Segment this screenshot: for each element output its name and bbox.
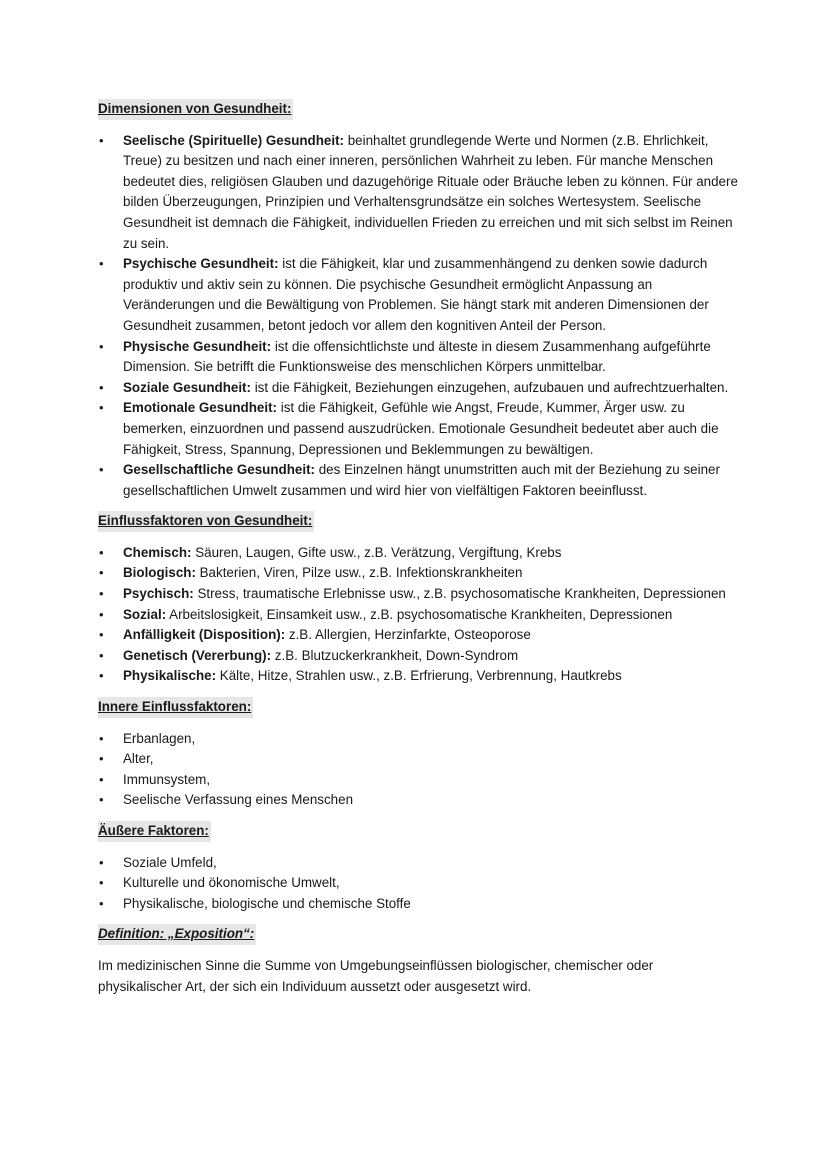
- bullet-icon: •: [99, 627, 104, 643]
- section-heading: Einflussfaktoren von Gesundheit:: [98, 511, 314, 532]
- bullet-icon: •: [99, 771, 104, 787]
- item-text: Alter,: [123, 751, 154, 767]
- bullet-list: [98, 543, 738, 687]
- item-text: ist die offensichtlichste und älteste in diesem Zusammenhang aufgeführte Dimension. Sie betrifft die Funktionsweise des menschlichen Körpers unmittelbar.: [123, 338, 711, 375]
- list-item: [98, 790, 738, 811]
- item-text: z.B. Blutzuckerkrankheit, Down-Syndrom: [271, 647, 519, 663]
- item-text: Stress, traumatische Erlebnisse usw., z.B. psychosomatische Krankheiten, Depressionen: [193, 586, 726, 602]
- bullet-icon: •: [99, 792, 104, 808]
- item-text: Seelische Verfassung eines Menschen: [123, 792, 354, 808]
- section-heading: Dimensionen von Gesundheit:: [98, 99, 293, 120]
- item-term: Biologisch:: [123, 565, 196, 581]
- section-dimensionen: [98, 99, 738, 511]
- item-text: Arbeitslosigkeit, Einsamkeit usw., z.B. psychosomatische Krankheiten, Depressionen: [166, 606, 673, 622]
- list-item: [98, 543, 738, 564]
- bullet-icon: •: [99, 668, 104, 684]
- item-term: Physische Gesundheit:: [123, 338, 272, 354]
- section-aeussere-faktoren: [98, 821, 738, 924]
- item-text: z.B. Allergien, Herzinfarkte, Osteoporose: [285, 627, 531, 643]
- document-page: [98, 99, 738, 997]
- item-text: Kulturelle und ökonomische Umwelt,: [123, 875, 340, 891]
- list-item: [98, 646, 738, 667]
- item-term: Sozial:: [123, 606, 167, 622]
- item-term: Psychisch:: [123, 586, 194, 602]
- bullet-icon: •: [99, 751, 104, 767]
- definition-heading: Definition: „Exposition“:: [98, 924, 256, 945]
- item-term: Emotionale Gesundheit:: [123, 400, 278, 416]
- bullet-icon: •: [99, 647, 104, 663]
- item-term: Anfälligkeit (Disposition):: [123, 627, 286, 643]
- list-item: [98, 894, 738, 915]
- item-text: Immunsystem,: [123, 771, 211, 787]
- list-item: [98, 563, 738, 584]
- section-innere-einflussfaktoren: [98, 697, 738, 821]
- item-text: Bakterien, Viren, Pilze usw., z.B. Infektionskrankheiten: [195, 565, 523, 581]
- item-text: Kälte, Hitze, Strahlen usw., z.B. Erfrierung, Verbrennung, Hautkrebs: [216, 668, 622, 684]
- item-term: Chemisch:: [123, 544, 192, 560]
- bullet-icon: •: [99, 544, 104, 560]
- list-item: [98, 337, 738, 378]
- list-item: [98, 131, 738, 255]
- bullet-icon: •: [99, 400, 104, 416]
- list-item: [98, 749, 738, 770]
- item-term: Gesellschaftliche Gesundheit:: [123, 462, 315, 478]
- item-text: des Einzelnen hängt unumstritten auch mit der Beziehung zu seiner gesellschaftlichen Umwelt zusammen und wird hier von vielfältigen Faktoren beeinflusst.: [123, 462, 720, 498]
- bullet-list: [98, 853, 738, 915]
- bullet-icon: •: [99, 586, 104, 602]
- item-term: Psychische Gesundheit:: [123, 256, 279, 272]
- bullet-icon: •: [99, 875, 104, 891]
- section-einflussfaktoren: [98, 511, 738, 697]
- bullet-icon: •: [99, 338, 104, 354]
- bullet-icon: •: [99, 730, 104, 746]
- item-text: beinhaltet grundlegende Werte und Normen (z.B. Ehrlichkeit, Treue) zu besitzen und nach einer inneren, persönlichen Wahrheit zu leben. Für manche Menschen bedeutet dies, religiösen Glauben und dazugehörige Rituale oder Bräuche leben zu können. Für andere bilden Überzeugungen, Prinzipien und Verhaltensgrundsätze ein solches Wertesystem. Seelische Gesundheit ist demnach die Fähigkeit, individuellen Frieden zu erreichen und mit sich selbst im Reinen zu sein.: [123, 132, 738, 251]
- list-item: [98, 584, 738, 605]
- bullet-list: [98, 131, 738, 502]
- section-heading: Äußere Faktoren:: [98, 821, 211, 842]
- bullet-icon: •: [99, 565, 104, 581]
- item-term: Seelische (Spirituelle) Gesundheit:: [123, 132, 344, 148]
- list-item: [98, 625, 738, 646]
- item-term: Genetisch (Vererbung):: [123, 647, 272, 663]
- definition-text: Im medizinischen Sinne die Summe von Umgebungseinflüssen biologischer, chemischer oder physikalischer Art, der sich ein Individuum aussetzt oder ausgesetzt wird.: [98, 957, 654, 994]
- item-text: Erbanlagen,: [123, 730, 196, 746]
- item-text: ist die Fähigkeit, Beziehungen einzugehen, aufzubauen und aufrechtzuerhalten.: [250, 379, 729, 395]
- bullet-list: [98, 729, 738, 811]
- item-text: Soziale Umfeld,: [123, 854, 217, 870]
- bullet-icon: •: [99, 462, 104, 478]
- section-heading: Innere Einflussfaktoren:: [98, 697, 253, 718]
- bullet-icon: •: [99, 854, 104, 870]
- bullet-icon: •: [99, 256, 104, 272]
- list-item: [98, 853, 738, 874]
- bullet-icon: •: [99, 895, 104, 911]
- item-term: Physikalische:: [123, 668, 217, 684]
- list-item: [98, 378, 738, 399]
- bullet-icon: •: [99, 132, 104, 148]
- list-item: [98, 873, 738, 894]
- bullet-icon: •: [99, 606, 104, 622]
- list-item: [98, 460, 738, 501]
- list-item: [98, 254, 738, 336]
- item-text: ist die Fähigkeit, Gefühle wie Angst, Freude, Kummer, Ärger usw. zu bemerken, einzuordnen und passend auszudrücken. Emotionale Gesundheit bedeutet aber auch die Fähigkeit, Stress, Spannung, Depressionen und Beklemmungen zu bewältigen.: [123, 400, 719, 457]
- bullet-icon: •: [99, 379, 104, 395]
- list-item: [98, 398, 738, 460]
- item-text: Physikalische, biologische und chemische Stoffe: [123, 895, 411, 911]
- list-item: [98, 605, 738, 626]
- item-text: ist die Fähigkeit, klar und zusammenhängend zu denken sowie dadurch produktiv und aktiv sein zu können. Die psychische Gesundheit ermöglicht Anpassung an Veränderungen und die Bewältigung von Problemen. Sie hängt stark mit anderen Dimensionen der Gesundheit zusammen, betont jedoch vor allem den kognitiven Anteil der Person.: [123, 256, 709, 333]
- item-term: Soziale Gesundheit:: [123, 379, 251, 395]
- section-definition: [98, 924, 738, 997]
- item-text: Säuren, Laugen, Gifte usw., z.B. Verätzung, Vergiftung, Krebs: [191, 544, 562, 560]
- list-item: [98, 666, 738, 687]
- list-item: [98, 770, 738, 791]
- list-item: [98, 729, 738, 750]
